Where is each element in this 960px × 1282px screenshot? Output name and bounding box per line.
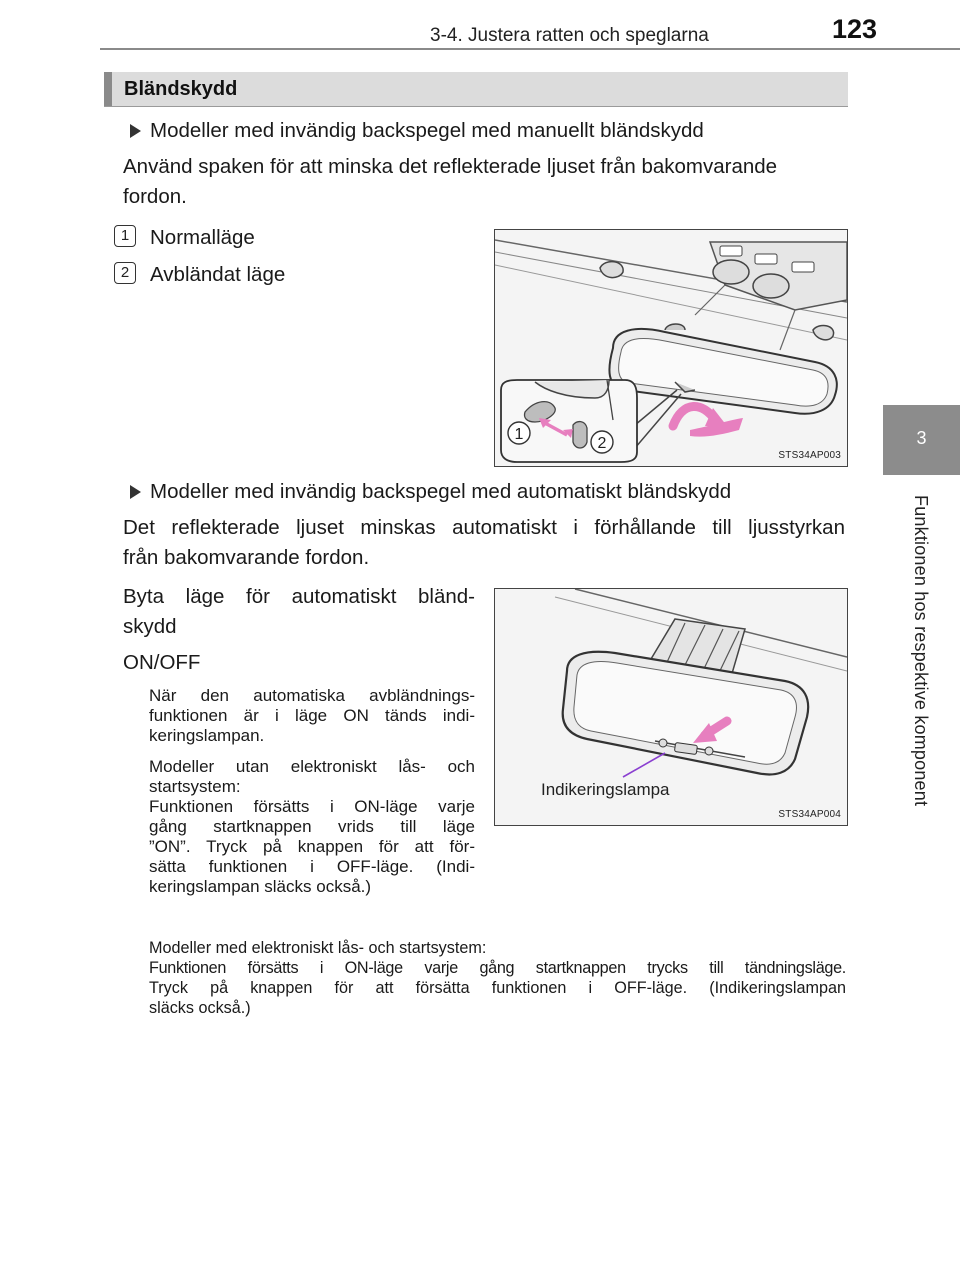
note-line: släcks också.) [149, 999, 251, 1017]
item-label: Normalläge [150, 226, 255, 249]
item-number-badge: 2 [114, 262, 136, 284]
figure-callout-1: 1 [514, 426, 524, 443]
section-underline [104, 106, 848, 107]
item-label: Avbländat läge [150, 263, 286, 286]
auto-body-line: Det reflekterade ljuset minskas automatiskt i förhållande till ljusstyrkan [123, 516, 845, 539]
auto-mirror-figure [494, 588, 848, 826]
figure-code: STS34AP003 [778, 450, 841, 461]
manual-mirror-illustration [495, 230, 847, 466]
note-line: När den automatiska avbländnings- [149, 686, 475, 705]
chapter-tab-number: 3 [916, 428, 927, 448]
note-line: sätta funktionen i OFF-läge. (Indi- [149, 857, 475, 876]
header-divider [100, 48, 960, 50]
note-line: ”ON”. Tryck på knappen för att för- [149, 837, 475, 856]
chapter-title: 3-4. Justera ratten och speglarna [430, 25, 709, 46]
manual-heading: Modeller med invändig backspegel med manuellt bländskydd [150, 119, 704, 142]
chapter-tab-text: Funktionen hos respektive komponent [911, 495, 931, 807]
auto-body-line: från bakomvarande fordon. [123, 546, 370, 569]
bullet-triangle-icon [130, 124, 141, 138]
item-number-badge: 1 [114, 225, 136, 247]
note-line: Funktionen försätts i ON-läge varje gång startknappen trycks till tändningsläge. [149, 959, 846, 977]
note-line: Funktionen försätts i ON-läge varje [149, 797, 475, 816]
page-number: 123 [832, 14, 878, 44]
section-title: Bländskydd [124, 78, 238, 100]
note-line: startsystem: [149, 777, 241, 796]
note-line: funktionen är i läge ON tänds indi- [149, 706, 475, 725]
note-line: keringslampan. [149, 726, 265, 745]
auto-heading: Modeller med invändig backspegel med automatiskt bländskydd [150, 480, 732, 503]
indicator-lamp-label: Indikeringslampa [541, 780, 670, 799]
note-line: Modeller utan elektroniskt lås- och [149, 757, 475, 776]
switch-heading-line: Byta läge för automatiskt bländ- [123, 585, 475, 608]
figure-callout-2: 2 [597, 435, 607, 452]
figure-code: STS34AP004 [778, 809, 841, 820]
onoff-label: ON/OFF [123, 651, 201, 674]
note-line: Tryck på knappen för att försätta funktionen i OFF-läge. (Indikeringslampan [149, 979, 846, 997]
manual-body-line: fordon. [123, 185, 187, 208]
bullet-triangle-icon [130, 485, 141, 499]
note-line: gång startknappen vrids till läge [149, 817, 475, 836]
section-header-accent [104, 72, 112, 106]
manual-body-line: Använd spaken för att minska det reflekterade ljuset från bakomvarande [123, 155, 778, 178]
switch-heading-line: skydd [123, 615, 177, 638]
note-line: Modeller med elektroniskt lås- och startsystem: [149, 939, 487, 957]
note-line: keringslampan släcks också.) [149, 877, 372, 896]
manual-mirror-figure [494, 229, 848, 467]
